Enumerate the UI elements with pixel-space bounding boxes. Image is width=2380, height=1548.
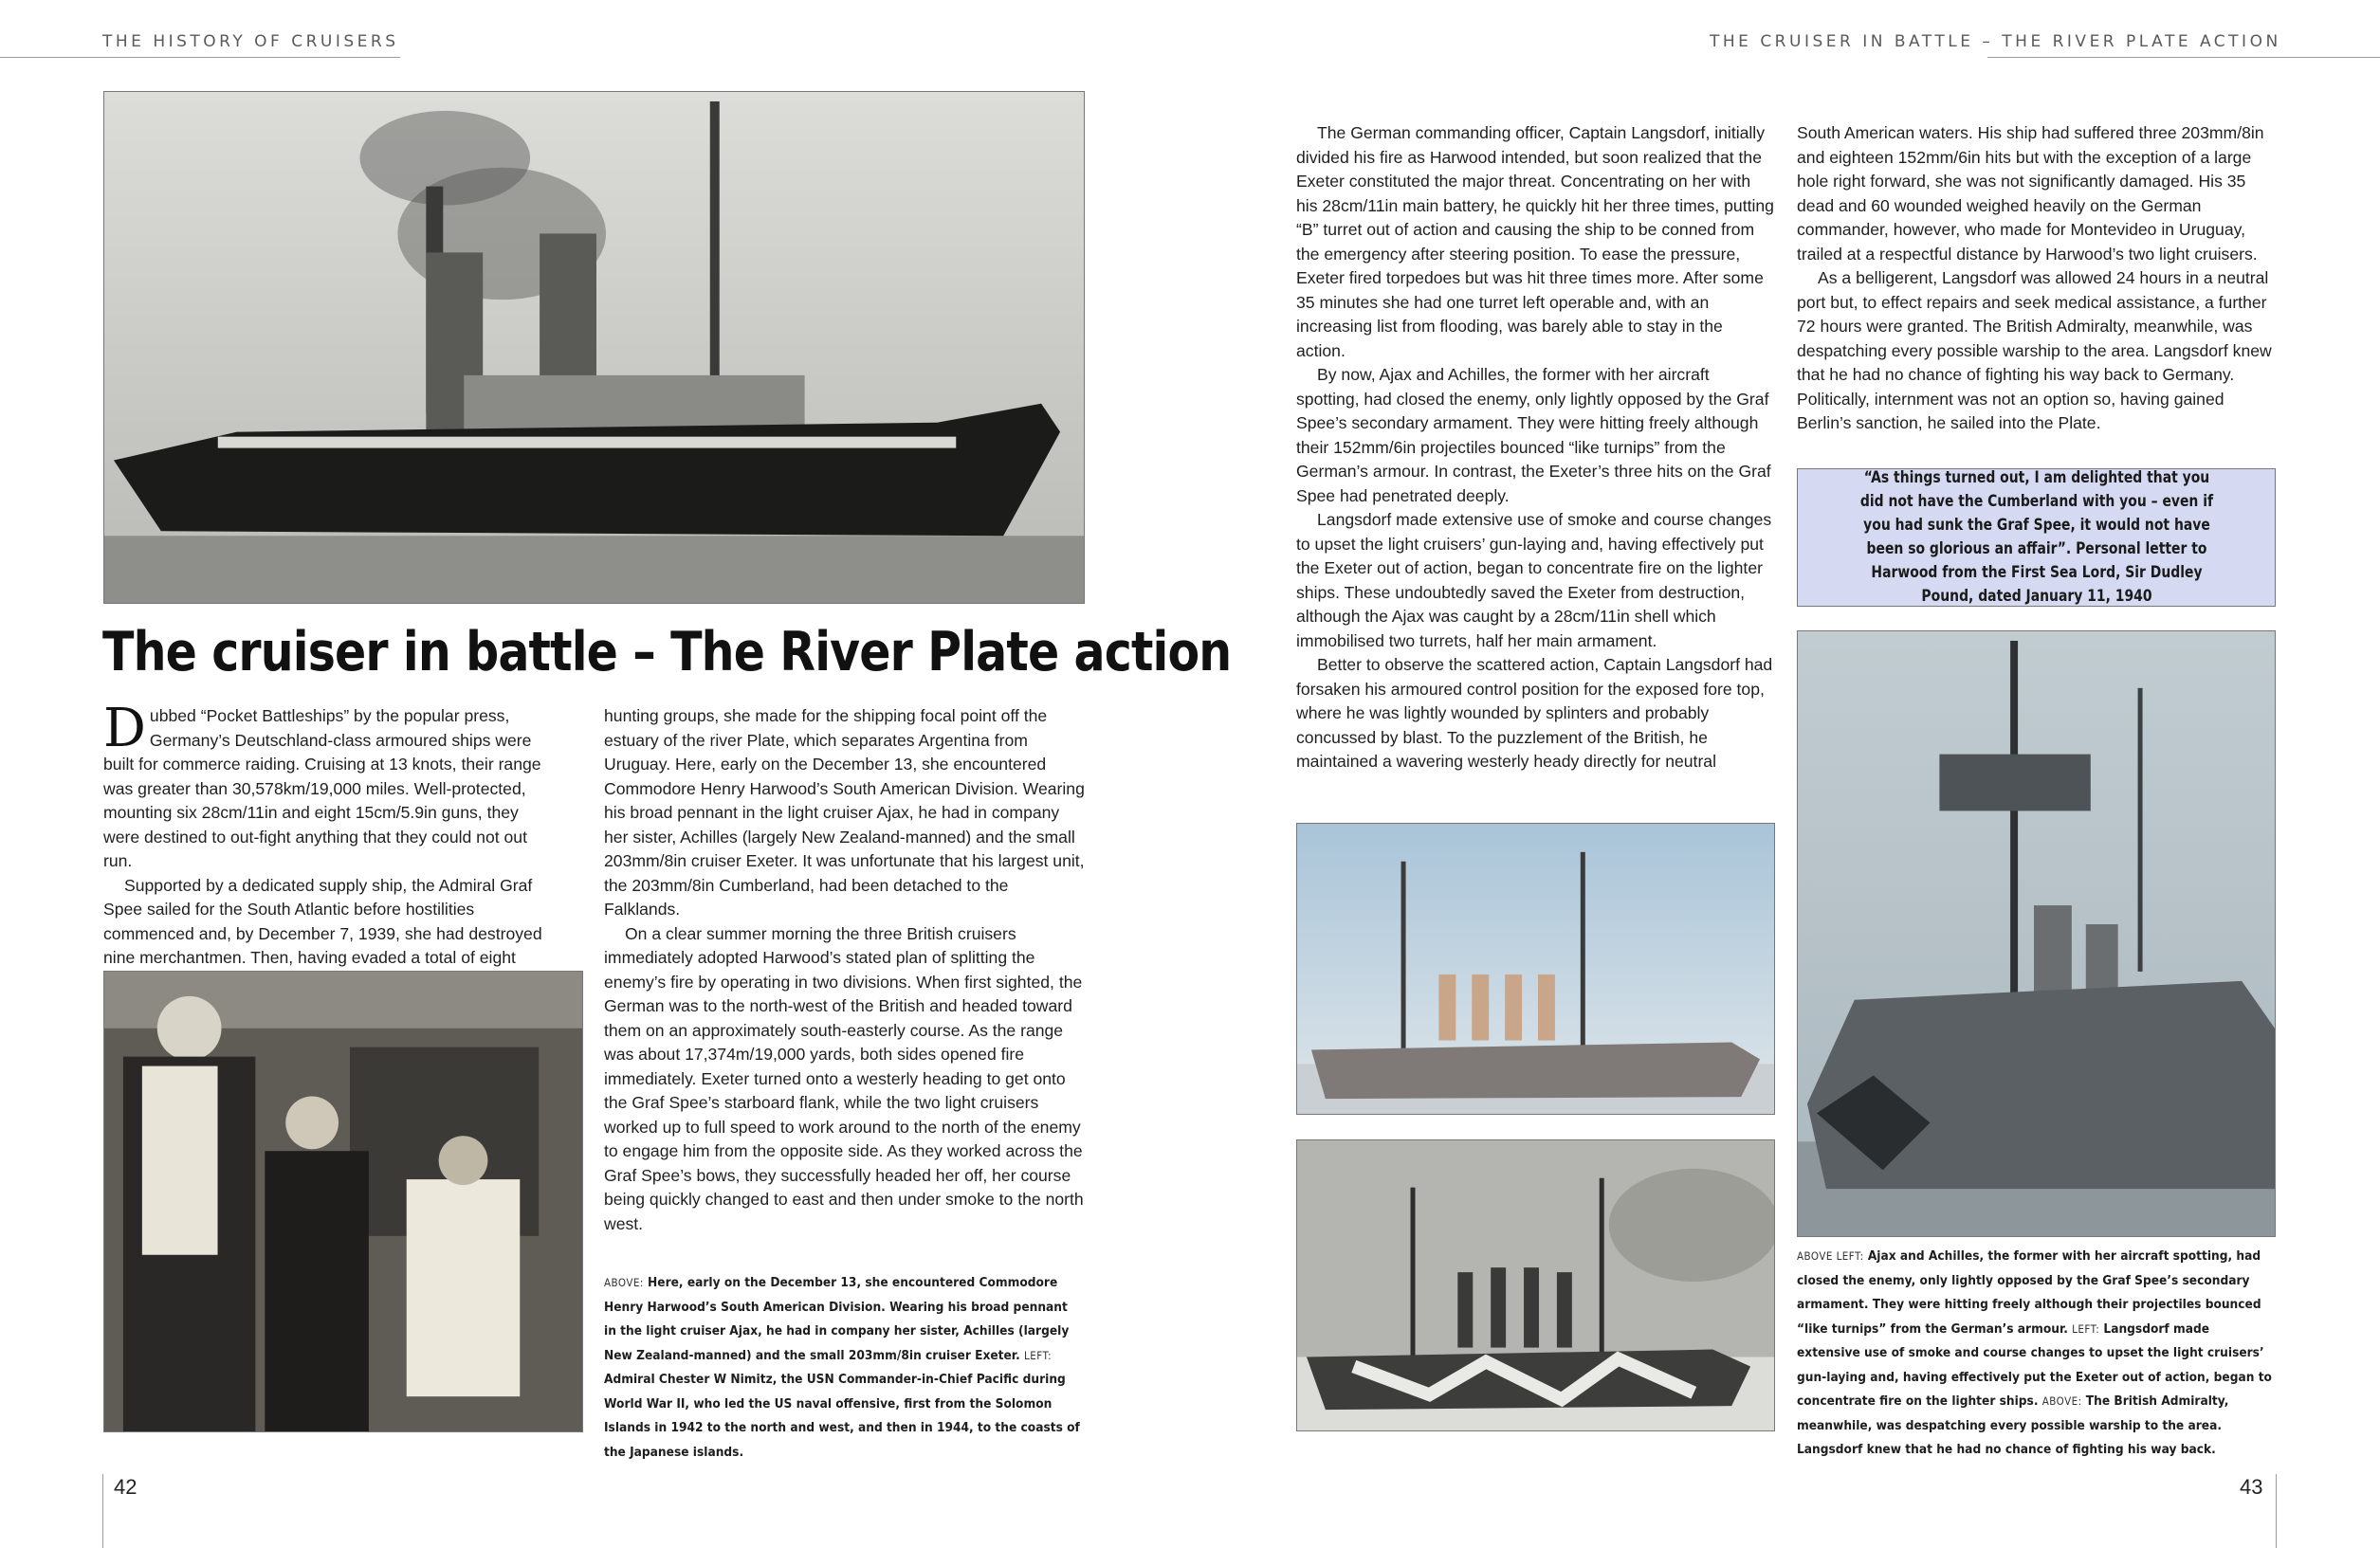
- paragraph-6: By now, Ajax and Achilles, the former with her aircraft spotting, had closed the enemy, only lightly opposed by the Graf Spee’s secondary armament. They were hitting freely although their 152mm/6in projectiles bounced “like turnips” from the German’s armour. In contrast, the Exeter’s three hits on the Graf Spee had penetrated deeply.: [1296, 365, 1771, 505]
- dazzle-cruiser-photo: [1296, 1139, 1775, 1431]
- paragraph-4: On a clear summer morning the three British cruisers immediately adopted Harwood’s stated plan of splitting the enemy’s fire by operating in two divisions. When first sighted, the German was to the north-west of the British and headed toward them on an approximately south-easterly course. As the range was about 17,374m/19,000 yards, both sides opened fire immediately. Exeter turned onto a westerly heading to get onto the Graf Spee’s starboard flank, while the two light cruisers worked up to full speed to work around to the north of the enemy to engage him from the opposite side. As they worked across the Graf Spee’s bows, they successfully headed her off, her course being quickly changed to east and then under smoke to the north west.: [604, 923, 1084, 1233]
- paragraph-5: The German commanding officer, Captain Langsdorf, initially divided his fire as Harwood intended, but soon realized that the Exeter constituted the major threat. Concentrating on her with his 28cm/11in main battery, he quickly hit her three times, putting “B” turret out of action and causing the ship to be conned from the emergency after steering position. To ease the pressure, Exeter fired torpedoes but was hit three times more. After some 35 minutes she had one turret left operable and, with an increasing list from flooding, was barely able to stay in the action.: [1296, 123, 1774, 360]
- folio-rule-right: [2276, 1474, 2277, 1548]
- paragraph-10: As a belligerent, Langsdorf was allowed 24 hours in a neutral port but, to effect repairs and seek medical assistance, a further 72 hours were granted. The British Admiralty, meanwhile, was despatching every possible warship to the area. Langsdorf knew that he had no chance of fighting his way back to Germany. Politically, internment was not an option so, having gained Berlin’s sanction, he sailed into the Plate.: [1797, 268, 2272, 432]
- drop-cap: D: [103, 698, 146, 759]
- cruiser-colour-photo: [1296, 823, 1775, 1115]
- header-rule-right: [1987, 57, 2380, 58]
- left-column-1: [103, 698, 558, 971]
- paragraph-8: Better to observe the scattered action, Captain Langsdorf had forsaken his armoured control position for the exposed fore top, where he was lightly wounded by splinters and probably concussed by blast. To the puzzlement of the British, he maintained a wavering westerly heady directly for neutral: [1296, 655, 1773, 771]
- paragraph-9: South American waters. His ship had suffered three 203mm/8in and eighteen 152mm/6in hits but with the exception of a large hole right forward, she was not significantly damaged. His 35 dead and 60 wounded weighed heavily on the German commander, however, who made for Montevideo in Uruguay, trailed at a respectful distance by Harwood’s two light cruisers.: [1797, 123, 2264, 264]
- running-header-right: THE CRUISER IN BATTLE – THE RIVER PLATE ACTION: [1710, 32, 2281, 51]
- left-photo-caption: ABOVE: Here, early on the December 13, she encountered Commodore Henry Harwood’s South American Division. Wearing his broad pennant in the light cruiser Ajax, he had in company her sister, Achilles (largely New Zealand-manned) and the small 203mm/8in cruiser Exeter. LEFT: Admiral Chester W Nimitz, the USN Commander-in-Chief Pacific during World War II, who led the US naval offensive, first from the Solomon Islands in 1942 to the north and west, and then in 1944, to the coasts of the Japanese islands.: [604, 1275, 1080, 1460]
- paragraph-3: hunting groups, she made for the shipping focal point off the estuary of the river Plate, which separates Argentina from Uruguay. Here, early on the December 13, she encountered Commodore Henry Harwood’s South American Division. Wearing his broad pennant in the light cruiser Ajax, he had in company her sister, Achilles (largely New Zealand-manned) and the small 203mm/8in cruiser Exeter. It was unfortunate that his largest unit, the 203mm/8in Cumberland, had been detached to the Falklands.: [604, 706, 1085, 919]
- right-column-2: [1797, 121, 2276, 436]
- right-column-1: [1296, 121, 1775, 774]
- pull-quote-box: [1797, 468, 2276, 607]
- paragraph-2: Supported by a dedicated supply ship, the Admiral Graf Spee sailed for the South Atlantic before hostilities commenced and, by December 7, 1939, she had destroyed nine merchantmen. Then, having evaded a total of eight: [103, 875, 542, 967]
- pull-quote-text: “As things turned out, I am delighted that you did not have the Cumberland with you – even if you had sunk the Graf Spee, it would not have been so glorious an affair”. Personal letter to Harwood from the First Sea Lord, Sir Dudley Pound, dated January 11, 1940: [1859, 468, 2213, 606]
- right-photo-caption: ABOVE LEFT: Ajax and Achilles, the former with her aircraft spotting, had closed the enemy, only lightly opposed by the Graf Spee’s secondary armament. They were hitting freely although their projectiles bounced “like turnips” from the German’s armour. LEFT: Langsdorf made extensive use of smoke and course changes to upset the light cruisers’ gun-laying and, having effectively put the Exeter out of action, began to concentrate fire on the lighter ships. ABOVE: The British Admiralty, meanwhile, was despatching every possible warship to the area. Langsdorf knew that he had no chance of fighting his way back.: [1797, 1248, 2272, 1457]
- folio-rule-left: [102, 1474, 103, 1548]
- paragraph-1: Dubbed “Pocket Battleships” by the popular press, Germany’s Deutschland-class armoured ships were built for commerce raiding. Cruising at 13 knots, their range was greater than 30,578km/19,000 miles. Well-protected, mounting six 28cm/11in and eight 15cm/5.9in guns, they were destined to out-fight anything that they could not out run.: [103, 698, 541, 870]
- page-number-right: 43: [2240, 1475, 2263, 1499]
- article-headline: The cruiser in battle – The River Plate action: [102, 621, 1232, 683]
- cruiser-photo-top: [103, 91, 1085, 604]
- page-number-left: 42: [114, 1475, 137, 1499]
- left-column-2: [604, 704, 1085, 1236]
- header-rule-left: [0, 57, 400, 58]
- nimitz-barber-photo: [103, 971, 583, 1432]
- damaged-cruiser-photo: [1797, 630, 2276, 1237]
- paragraph-7: Langsdorf made extensive use of smoke and course changes to upset the light cruisers’ gun-laying and, having effectively put the Exeter out of action, began to concentrate fire on the lighter ships. These undoubtedly saved the Exeter from destruction, although the Ajax was caught by a 28cm/11in shell which immobilised two turrets, half her main armament.: [1296, 510, 1772, 650]
- running-header-left: THE HISTORY OF CRUISERS: [102, 32, 399, 51]
